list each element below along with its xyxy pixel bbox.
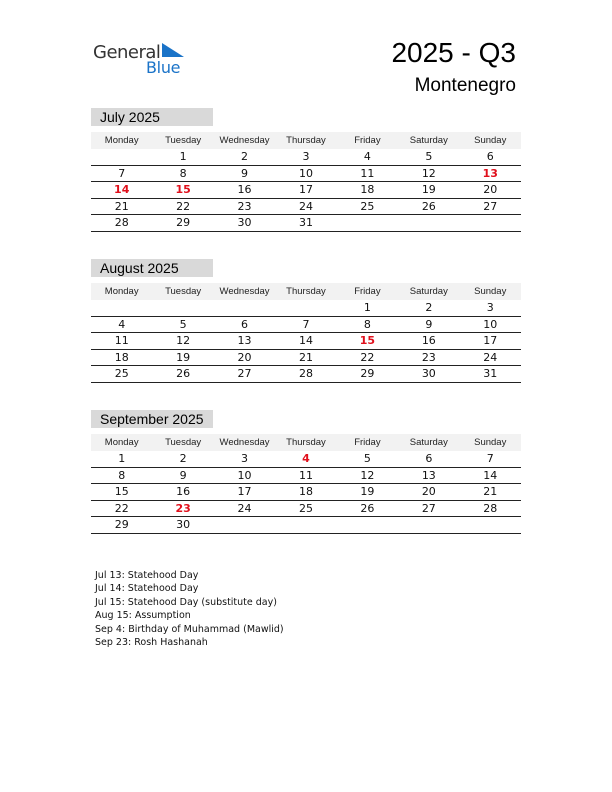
date-cell (398, 215, 459, 231)
date-cell: 21 (483, 485, 498, 498)
date-cell (460, 517, 521, 533)
date-cell: 7 (118, 166, 126, 180)
date-cell: 19 (176, 350, 191, 364)
date-cell: 1 (118, 452, 126, 465)
date-cell: 24 (483, 350, 498, 364)
month-july (91, 108, 521, 232)
week-row (91, 317, 521, 334)
holiday-notes (95, 569, 284, 649)
weekday-label: Saturday (409, 135, 448, 146)
date-cell: 6 (241, 317, 249, 331)
weekday-label: Sunday (474, 437, 507, 448)
date-cell: 26 (360, 501, 375, 515)
date-cell (460, 215, 521, 231)
date-cell: 9 (241, 166, 249, 180)
date-cell: 3 (302, 150, 310, 163)
date-cell: 6 (486, 150, 494, 163)
week-row (91, 451, 521, 468)
date-cell: 25 (360, 199, 375, 213)
holiday-note: Sep 23: Rosh Hashanah (95, 637, 208, 649)
date-cell: 27 (483, 199, 498, 213)
date-cell: 29 (114, 518, 129, 531)
holiday-date-cell: 13 (482, 166, 498, 180)
date-cell: 17 (237, 485, 252, 498)
date-cell: 7 (302, 317, 310, 331)
weekday-label: Sunday (474, 286, 507, 297)
holiday-date-cell: 14 (114, 183, 130, 196)
date-cell: 24 (237, 501, 252, 515)
date-cell: 6 (425, 452, 433, 465)
date-cell: 2 (425, 301, 433, 314)
date-cell (91, 300, 152, 316)
date-cell: 20 (237, 350, 252, 364)
date-cell: 11 (114, 334, 129, 347)
date-cell: 9 (425, 317, 433, 331)
date-cell: 30 (421, 367, 436, 380)
date-cell: 5 (363, 452, 371, 465)
date-cell: 14 (483, 468, 498, 482)
date-cell: 12 (421, 166, 436, 180)
weekday-label: Tuesday (165, 135, 202, 146)
weekday-label: Friday (354, 135, 381, 146)
month-title: August 2025 (91, 259, 213, 277)
date-cell: 7 (486, 452, 494, 465)
weekday-label: Monday (104, 286, 139, 297)
date-cell: 28 (483, 501, 498, 515)
holiday-note: Sep 4: Birthday of Muhammad (Mawlid) (95, 623, 284, 635)
month-september (91, 410, 521, 534)
week-row (91, 468, 521, 485)
weekday-label: Sunday (474, 135, 507, 146)
date-cell: 17 (483, 334, 498, 347)
date-cell (214, 300, 275, 316)
date-cell (275, 300, 336, 316)
date-cell: 1 (363, 301, 371, 314)
holiday-note: Jul 15: Statehood Day (substitute day) (95, 596, 277, 608)
weekday-label: Monday (104, 135, 139, 146)
week-row (91, 300, 521, 317)
weekday-header-row (91, 434, 521, 451)
date-cell: 25 (114, 367, 129, 380)
date-cell: 19 (421, 183, 436, 196)
date-cell: 1 (179, 150, 187, 163)
date-cell: 4 (118, 317, 126, 331)
date-cell: 27 (237, 367, 252, 380)
date-cell (337, 215, 398, 231)
weekday-label: Wednesday (219, 135, 270, 146)
weekday-label: Wednesday (219, 286, 270, 297)
date-cell: 18 (298, 485, 313, 498)
week-row (91, 182, 521, 199)
weekday-label: Friday (354, 437, 381, 448)
date-cell: 10 (237, 468, 252, 482)
month-august (91, 259, 521, 383)
date-cell: 21 (114, 199, 129, 213)
week-row (91, 350, 521, 367)
date-cell: 26 (421, 199, 436, 213)
logo-text-general: General (93, 42, 161, 63)
logo-text-blue: Blue (146, 58, 181, 77)
logo-triangle-icon (162, 43, 184, 59)
weekday-header-row (91, 132, 521, 149)
weekday-label: Friday (354, 286, 381, 297)
country-name: Montenegro (414, 75, 516, 96)
date-cell: 30 (176, 518, 191, 531)
weekday-label: Thursday (286, 437, 326, 448)
date-cell: 22 (360, 350, 375, 364)
date-cell: 17 (298, 183, 313, 196)
date-cell: 16 (421, 334, 436, 347)
weekday-label: Tuesday (165, 286, 202, 297)
week-row (91, 149, 521, 166)
date-cell: 31 (298, 216, 313, 229)
holiday-note: Jul 13: Statehood Day (95, 570, 199, 581)
date-cell: 5 (425, 150, 433, 163)
month-title: July 2025 (91, 108, 213, 126)
week-row (91, 333, 521, 350)
date-cell: 10 (298, 166, 313, 180)
date-cell: 4 (363, 150, 371, 163)
holiday-note: Jul 14: Statehood Day (95, 583, 199, 595)
date-cell: 15 (114, 485, 129, 498)
week-row (91, 215, 521, 232)
date-cell: 11 (360, 166, 375, 180)
holiday-date-cell: 4 (302, 452, 310, 465)
weekday-label: Tuesday (165, 437, 202, 448)
date-cell: 2 (241, 150, 249, 163)
date-cell: 13 (237, 334, 252, 347)
date-cell: 3 (241, 452, 249, 465)
date-cell: 23 (237, 199, 252, 213)
weekday-label: Thursday (286, 135, 326, 146)
holiday-date-cell: 15 (175, 183, 191, 196)
holiday-date-cell: 23 (175, 501, 191, 515)
date-cell: 3 (486, 301, 494, 314)
date-cell: 16 (237, 183, 252, 196)
weekday-label: Wednesday (219, 437, 270, 448)
date-cell: 26 (176, 367, 191, 380)
weekday-header-row (91, 283, 521, 300)
date-cell: 5 (179, 317, 187, 331)
weekday-label: Saturday (409, 286, 448, 297)
weekday-label: Thursday (286, 286, 326, 297)
date-cell: 22 (176, 199, 191, 213)
date-cell (337, 517, 398, 533)
date-cell (91, 149, 152, 165)
date-cell: 18 (360, 183, 375, 196)
date-cell: 30 (237, 216, 252, 229)
date-cell: 25 (298, 501, 313, 515)
date-cell: 8 (179, 166, 187, 180)
date-cell (214, 517, 275, 533)
holiday-note: Aug 15: Assumption (95, 610, 191, 622)
date-cell: 8 (363, 317, 371, 331)
date-cell: 14 (298, 334, 313, 347)
date-cell: 11 (298, 468, 313, 482)
page-title: 2025 - Q3 (391, 37, 516, 68)
week-row (91, 166, 521, 183)
date-cell: 13 (421, 468, 436, 482)
date-cell: 29 (176, 216, 191, 229)
date-cell: 16 (176, 485, 191, 498)
date-cell: 8 (118, 468, 126, 482)
date-cell: 2 (179, 452, 187, 465)
week-row (91, 484, 521, 501)
date-cell: 22 (114, 501, 129, 515)
week-row (91, 517, 521, 534)
week-row (91, 199, 521, 216)
week-row (91, 366, 521, 383)
date-cell: 24 (298, 199, 313, 213)
date-cell: 27 (421, 501, 436, 515)
date-cell (152, 300, 213, 316)
logo (93, 40, 193, 80)
date-cell: 20 (421, 485, 436, 498)
date-cell (275, 517, 336, 533)
date-cell: 10 (483, 317, 498, 331)
date-cell: 31 (483, 367, 498, 380)
weekday-label: Saturday (409, 437, 448, 448)
weekday-label: Monday (104, 437, 139, 448)
week-row (91, 501, 521, 518)
date-cell: 19 (360, 485, 375, 498)
date-cell: 28 (298, 367, 313, 380)
month-title: September 2025 (91, 410, 213, 428)
date-cell: 29 (360, 367, 375, 380)
date-cell: 9 (179, 468, 187, 482)
date-cell: 12 (360, 468, 375, 482)
date-cell: 12 (176, 334, 191, 347)
date-cell: 28 (114, 216, 129, 229)
date-cell (398, 517, 459, 533)
date-cell: 21 (298, 350, 313, 364)
date-cell: 23 (421, 350, 436, 364)
date-cell: 20 (483, 183, 498, 196)
holiday-date-cell: 15 (359, 334, 376, 347)
date-cell: 18 (114, 350, 129, 364)
